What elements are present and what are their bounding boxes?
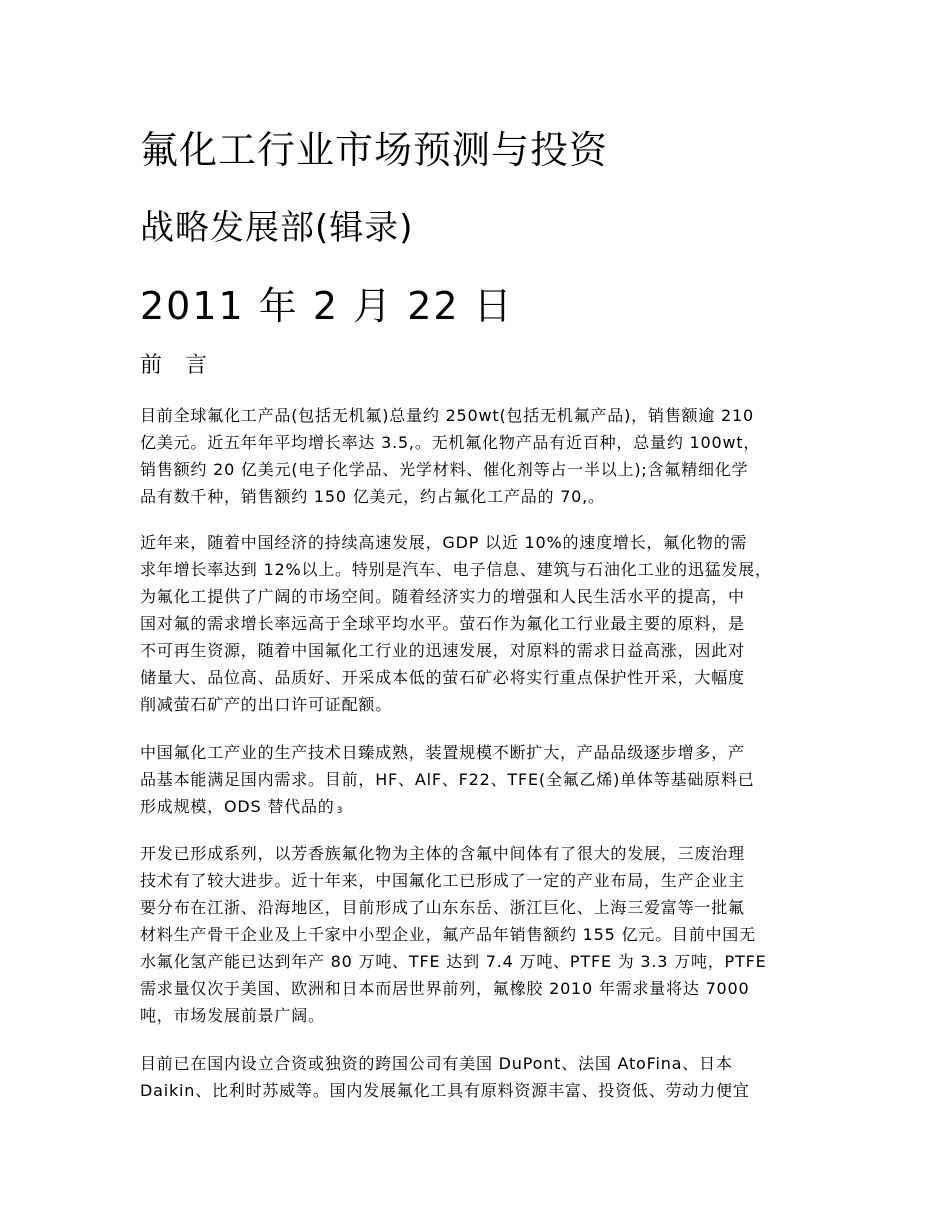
- paragraph-line: 材料生产骨干企业及上千家中小型企业，氟产品年销售额约 155 亿元。目前中国无: [140, 925, 756, 944]
- paragraph-line: 目前全球氟化工产品(包括无机氟)总量约 250wt(包括无机氟产品)，销售额逾 210: [140, 406, 754, 425]
- paragraph-china-demand: [140, 529, 830, 718]
- paragraph-line: 中国氟化工产业的生产技术日臻成熟，装置规模不断扩大，产品品级逐步增多，产: [140, 743, 745, 762]
- paragraph-multinationals: [140, 1050, 830, 1104]
- paragraph-line: 目前已在国内设立合资或独资的跨国公司有美国 DuPont、法国 AtoFina、日本: [140, 1054, 733, 1073]
- document-date: 2011 年 2 月 22 日: [140, 284, 514, 328]
- paragraph-line: Daikin、比利时苏威等。国内发展氟化工具有原料资源丰富、投资低、劳动力便宜: [140, 1081, 750, 1100]
- paragraph-line: 销售额约 20 亿美元(电子化学品、光学材料、催化剂等占一半以上);含氟精细化学: [140, 460, 749, 479]
- paragraph-line: 近年来，随着中国经济的持续高速发展，GDP 以近 10%的速度增长，氟化物的需: [140, 533, 748, 552]
- paragraph-line: 削减萤石矿产的出口许可证配额。: [140, 695, 393, 714]
- paragraph-line: 品有数千种，销售额约 150 亿美元，约占氟化工产品的 70,。: [140, 487, 605, 506]
- paragraph-line: 技术有了较大进步。近十年来，中国氟化工已形成了一定的产业布局，生产企业主: [140, 871, 745, 890]
- paragraph-line: [140, 793, 830, 825]
- paragraph-line: 亿美元。近五年年平均增长率达 3.5,。无机氟化物产品有近百种，总量约 100wt，: [140, 433, 761, 452]
- paragraph-line-text: 形成规模，ODS 替代品的: [140, 797, 335, 816]
- footnote-mark: 3: [336, 806, 344, 816]
- paragraph-line: 水氟化氢产能已达到年产 80 万吨、TFE 达到 7.4 万吨、PTFE 为 3.3 万吨，PTFE: [140, 952, 767, 971]
- paragraph-line: 品基本能满足国内需求。目前，HF、AlF、F22、TFE(全氟乙烯)单体等基础原料已: [140, 770, 755, 789]
- paragraph-global-market: [140, 402, 830, 510]
- section-heading-preface: 前 言: [140, 353, 215, 378]
- document-title: 氟化工行业市场预测与投资: [140, 128, 609, 172]
- paragraph-line: 吨，市场发展前景广阔。: [140, 1006, 325, 1025]
- paragraph-line: 不可再生资源，随着中国氟化工行业的迅速发展，对原料的需求日益高涨，因此对: [140, 641, 745, 660]
- paragraph-line: 要分布在江浙、沿海地区，目前形成了山东东岳、浙江巨化、上海三爱富等一批氟: [140, 898, 745, 917]
- paragraph-industry-layout: [140, 840, 830, 1029]
- paragraph-line: 需求量仅次于美国、欧洲和日本而居世界前列，氟橡胶 2010 年需求量将达 7000: [140, 979, 750, 998]
- paragraph-production-technology: [140, 739, 830, 825]
- paragraph-line: 为氟化工提供了广阔的市场空间。随着经济实力的增强和人民生活水平的提高，中: [140, 587, 745, 606]
- paragraph-line: 国对氟的需求增长率远高于全球平均水平。萤石作为氟化工行业最主要的原料，是: [140, 614, 745, 633]
- document-subtitle: 战略发展部(辑录): [140, 208, 414, 248]
- paragraph-line: 开发已形成系列，以芳香族氟化物为主体的含氟中间体有了很大的发展，三废治理: [140, 844, 745, 863]
- paragraph-line: 储量大、品位高、品质好、开采成本低的萤石矿必将实行重点保护性开采，大幅度: [140, 668, 745, 687]
- paragraph-line: 求年增长率达到 12%以上。特别是汽车、电子信息、建筑与石油化工业的迅猛发展，: [140, 560, 772, 579]
